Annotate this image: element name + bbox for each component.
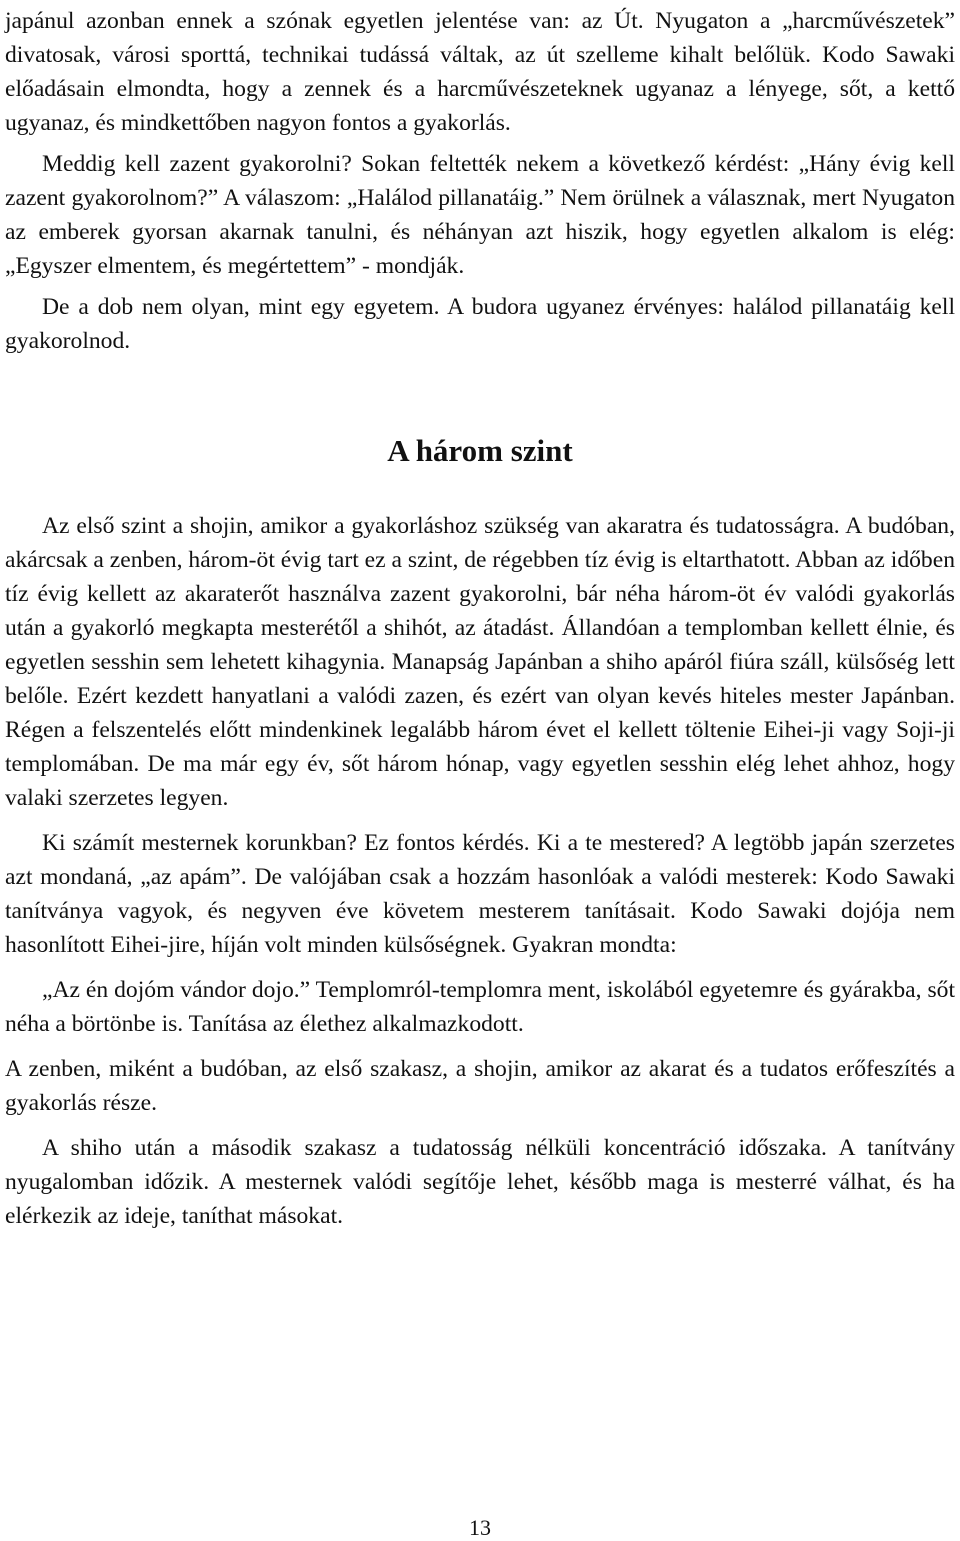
paragraph-2: Meddig kell zazent gyakorolni? Sokan feltették nekem a következő kérdést: „Hány évig kell zazent gyakorolnom?” A válaszom: „Halálod pillanatáig.” Nem örülnek a válasznak, mert Nyugaton az emberek gyorsan akarnak tanulni, és néhányan azt hiszik, hogy egyetlen alkalom is elég: „Egyszer elmentem, és megértettem” - mondják. [5,151,955,279]
document-page [5,4,955,1233]
paragraph-1: japánul azonban ennek a szónak egyetlen jelentése van: az Út. Nyugaton a „harcművészetek” divatosak, városi sporttá, technikai tudássá váltak, az út szelleme kihalt belőlük. Kodo Sawaki előadásain elmondta, hogy a zennek és a harcművészeteknek ugyanaz a lényege, sőt, a kettő ugyanaz, és mindkettőben nagyon fontos a gyakorlás. [5,8,955,136]
paragraph-3: De a dob nem olyan, mint egy egyetem. A budora ugyanez érvényes: halálod pillanatáig kell gyakorolnod. [5,294,955,354]
page-number: 13 [469,1515,491,1540]
section-heading: A három szint [387,433,573,468]
paragraph-7: A zenben, miként a budóban, az első szakasz, a shojin, amikor az akarat és a tudatos erőfeszítés a gyakorlás része. [5,1056,955,1116]
paragraph-8: A shiho után a második szakasz a tudatosság nélküli koncentráció időszaka. A tanítvány nyugalomban időzik. A mesternek valódi segítője lehet, később maga is mesterré válhat, és ha elérkezik az ideje, taníthat másokat. [5,1135,955,1229]
paragraph-6: „Az én dojóm vándor dojo.” Templomról-templomra ment, iskolából egyetemre és gyárakba, sőt néha a börtönbe is. Tanítása az élethez alkalmazkodott. [5,977,955,1037]
paragraph-5: Ki számít mesternek korunkban? Ez fontos kérdés. Ki a te mestered? A legtöbb japán szerzetes azt mondaná, „az apám”. De valójában csak a hozzám hasonlóak a valódi mesterek: Kodo Sawaki tanítványa vagyok, és negyven éve követem mesterem tanításait. Kodo Sawaki dojója nem hasonlított Eihei-jire, híján volt minden külsőségnek. Gyakran mondta: [5,830,955,958]
paragraph-4: Az első szint a shojin, amikor a gyakorláshoz szükség van akaratra és tudatosságra. A budóban, akárcsak a zenben, három-öt évig tart ez a szint, de régebben tíz évig is eltarthatott. Abban az időben tíz évig kellett az akaraterőt használva zazent gyakorolni, bár néha három-öt év valódi gyakorlás után a gyakorló megkapta mesterétől a shihót, az átadást. Állandóan a templomban kellett élnie, és egyetlen sesshin sem lehetett kihagynia. Manapság Japánban a shiho apáról fiúra száll, külsőség lett belőle. Ezért kezdett hanyatlani a valódi zazen, és ezért van olyan kevés hiteles mester Japánban. Régen a felszentelés előtt mindenkinek legalább három évet el kellett töltenie Eihei-ji vagy Soji-ji templomában. De ma már egy év, sőt három hónap, vagy egyetlen sesshin elég lehet ahhoz, hogy valaki szerzetes legyen. [5,513,955,811]
